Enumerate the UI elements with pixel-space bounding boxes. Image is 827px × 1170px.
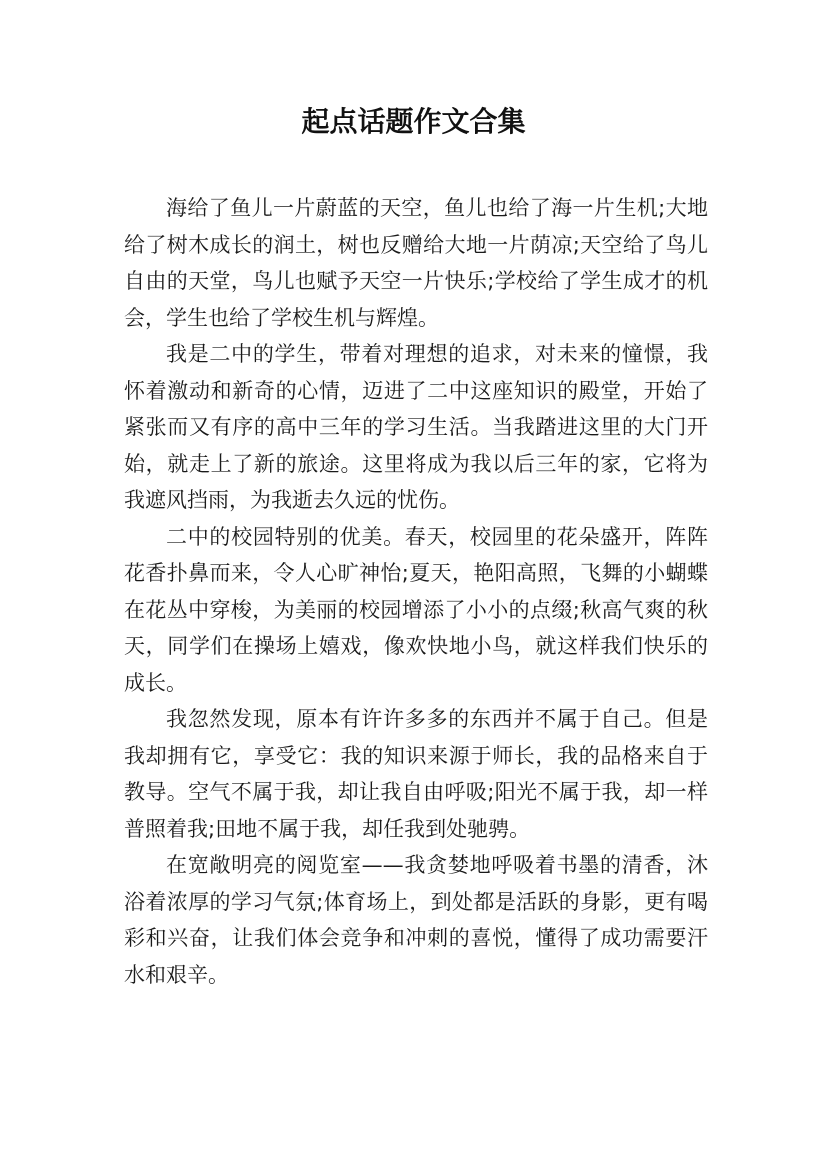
document-title: 起点话题作文合集 bbox=[301, 105, 526, 138]
paragraph-3: 二中的校园特别的优美。春天，校园里的花朵盛开，阵阵花香扑鼻而来，令人心旷神怡;夏天，艳阳高照，飞舞的小蝴蝶在花丛中穿梭，为美丽的校园增添了小小的点缀;秋高气爽的秋天，同学们在操场上嬉戏，像欢快地小鸟，就这样我们快乐的成长。 bbox=[124, 524, 708, 695]
paragraph-5: 在宽敞明亮的阅览室——我贪婪地呼吸着书墨的清香，沐浴着浓厚的学习气氛;体育场上，到处都是活跃的身影，更有喝彩和兴奋，让我们体会竞争和冲刺的喜悦，懂得了成功需要汗水和艰辛。 bbox=[124, 853, 708, 987]
paragraph-1: 海给了鱼儿一片蔚蓝的天空，鱼儿也给了海一片生机;大地给了树木成长的润土，树也反赠给大地一片荫凉;天空给了鸟儿自由的天堂，鸟儿也赋予天空一片快乐;学校给了学生成才的机会，学生也给了学校生机与辉煌。 bbox=[124, 196, 708, 330]
paragraph-2: 我是二中的学生，带着对理想的追求，对未来的憧憬，我怀着激动和新奇的心情，迈进了二中这座知识的殿堂，开始了紧张而又有序的高中三年的学习生活。当我踏进这里的大门开始，就走上了新的旅途。这里将成为我以后三年的家，它将为我遮风挡雨，为我逝去久远的忧伤。 bbox=[124, 342, 708, 512]
document-body bbox=[124, 190, 708, 993]
paragraph-4: 我忽然发现，原本有许许多多的东西并不属于自己。但是我却拥有它，享受它：我的知识来源于师长，我的品格来自于教导。空气不属于我，却让我自由呼吸;阳光不属于我，却一样普照着我;田地不属于我，却任我到处驰骋。 bbox=[124, 707, 708, 841]
